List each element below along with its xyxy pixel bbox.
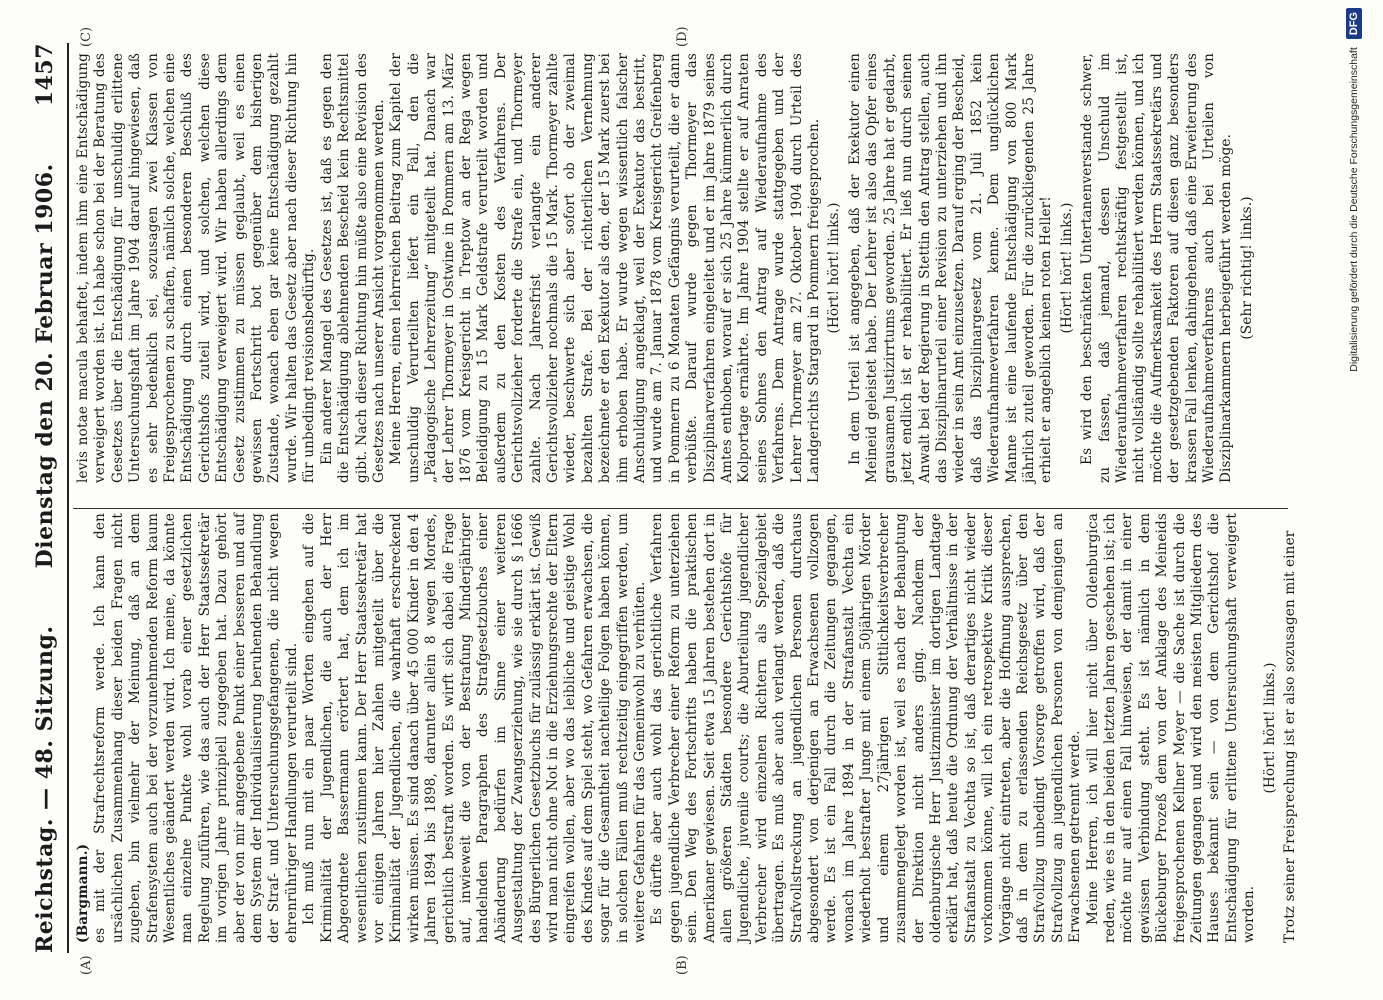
interjection: (Hört! hört! links.) — [1261, 662, 1278, 794]
header-session-title: Reichstag. — 48. Sitzung. — [32, 625, 58, 953]
digitization-credit — [1330, 8, 1378, 992]
paragraph: Es dürfte aber auch wohl das gerichtliche Verfahren gegen jugendliche Verbrecher einer Reform zu unterziehen sein. Den Weg des Fortschritts haben die praktischen Amerikaner gewiesen. Seit etwa 15 Jahren bestehen dort in allen größeren Städten besondere Gerichtshöfe für Jugendliche, juvenile courts; die Aburteilung jugendlicher Verbrecher wird einzelnen Richtern als Spezialgebiet übertragen. Es muß aber auch verlangt werden, daß die Strafvollstreckung an jugendlichen Personen durchaus abgesondert von derjenigen an Erwachsenen vollzogen werde. Es ist ein Fall durch die Zeitungen gegangen, wonach im Jahre 1894 in der Strafanstalt Vechta ein wiederholt bestrafter Junge mit einem 50jährigen Mörder und einem 27jährigen Sittlichkeitsverbrecher zusammengelegt worden ist, weil es nach der Behauptung der Direktion nicht anders ging. Nachdem der oldenburgische Herr Justizminister im dortigen Landtage erklärt hat, daß heute die Ordnung der Verhältnisse in der Strafanstalt zu Vechta so ist, daß derartiges nicht wieder vorkommen könne, will ich ein retrospektive Kritik dieser Vorgänge nicht eintreten, aber die Hoffnung aussprechen, daß in dem zu erlassenden Reichsgesetz über den Strafvollzug unbedingt Vorsorge getroffen wird, daß der Strafvollzug an jugendlichen Personen von demjenigen an Erwachsenen getrennt werde. — [649, 513, 1084, 943]
credit-text: Digitalisierung gefördert durch die Deutsche Forschungsgemeinschaft — [1348, 47, 1360, 372]
header-rule — [67, 43, 69, 953]
right-column — [75, 53, 1259, 483]
header-date: Dienstag den 20. Februar 1906. — [32, 163, 58, 569]
closing-line: Trotz seiner Freisprechung ist er also sozusagen mit einer — [1282, 530, 1299, 943]
paragraph: In dem Urteil ist angegeben, daß der Exekutor einen Meineid geleistet habe. Der Lehrer ist also das Opfer eines grausamen Justizirrtums geworden. 25 Jahre hat er gedarbt, jetzt endlich ist er rehabilitiert. Er ließ nun durch seinen Anwalt bei der Regierung in Stettin den Antrag stellen, auch das Disziplinarurteil einer Revision zu unterziehen und ihn wieder in sein Amt einzusetzen. Darauf erging der Bescheid, daß das Disziplinargesetz vom 21. Juli 1852 kein Wiederaufnahmeverfahren kenne. Dem unglücklichen Manne ist eine laufende Entschädigung von 800 Mark jährlich zuteil geworden. Für die zurückliegenden 25 Jahre erhielt er angeblich keinen roten Heller! — [846, 53, 1055, 483]
paragraph: Es wird den beschränkten Untertanenverstande schwer, zu fassen, daß jemand, dessen Unschuld im Wiederaufnahmeverfahren rechtskräftig festgestellt ist, nicht vollständig sollte rehabilitiert werden können, und ich möchte die Aufmerksamkeit des Herrn Staatssekretärs und der gesetzgebenden Faktoren auf diesen ganz besonders krassen Fall lenken, dahingehend, daß eine Erweiterung des Wiederaufnahmeverfahrens auch bei Urteilen von Disziplinarkammern herbeigeführt werden möge. — [1079, 53, 1235, 483]
speaker-label: (Bargmann.) — [75, 843, 91, 943]
left-column — [75, 513, 1299, 943]
paragraph: es mit der Strafrechtsreform werde. Ich kann den ursächlichen Zusammenhang dieser beiden Fragen nicht zugeben, bin vielmehr der Meinung, daß an dem Strafensystem auch bei der vorzunehmenden Reform kaum Wesentliches geändert werden wird. Ich meine, da könnte man einzelne Punkte wohl vorab einer gesetzlichen Regelung zuführen, wie das auch der Herr Staatssekretär im vorigen Jahre prinzipiell zugegeben hat. Dazu gehört aber der von mir angegebene Punkt einer besseren und auf dem System der Individualisierung beruhenden Behandlung der Straf- und Untersuchungsgefangenen, die nicht wegen ehrenrühriger Handlungen verurteilt sind. — [92, 513, 300, 943]
paragraph: Ich muß nun mit ein paar Worten eingehen auf die Kriminalität der Jugendlichen, die auch der Herr Abgeordnete Bassermann erörtert hat, dem ich im wesentlichen zustimmen kann. Der Herr Staatssekretär hat vor einigen Jahren hier Zahlen mitgeteilt über die Kriminalität der Jugendlichen, die wahrhaft erschreckend wirken müssen. Es sind danach über 45 000 Kinder in den 4 Jahren 1894 bis 1898, darunter allein 8 wegen Mordes, gerichtlich bestraft worden. Es wirft sich dabei die Frage auf, inwieweit die von der Bestrafung Minderjähriger handelnden Paragraphen des Strafgesetzbuches einer Abänderung bedürfen im Sinne einer weiteren Ausgestaltung der Zwangserziehung, wie sie durch § 1666 des Bürgerlichen Gesetzbuchs für zulässig erklärt ist. Gewiß wird man nicht ohne Not in die Erziehungsrechte der Eltern eingreifen wollen, aber wo das leibliche und geistige Wohl des Kindes auf dem Spiel steht, wo Gefahren erwachsen, die sogar für die Gesamtheit nachteilige Folgen haben können, in solchen Fällen muß rechtzeitig eingegriffen werden, um weitere Gefahren für das Gemeinwohl zu verhüten. — [301, 513, 648, 943]
interjection: (Hört! hört! links.) — [1058, 202, 1075, 334]
interjection: (Sehr richtig! links.) — [1238, 196, 1255, 340]
page-header — [25, 43, 65, 953]
margin-marker-b: (B) — [675, 955, 690, 975]
paragraph: Meine Herren, ich will hier nicht über Oldenburgica reden, wie es in den beiden letzten Jahren geschehen ist; ich möchte nur auf einen Fall hinweisen, der damit in einer gewissen Verbindung steht. Es ist nämlich in dem Bückeburger Prozeß dem von der Anklage des Meineids freigesprochenen Kellner Meyer — die Sache ist durch die Zeitungen gegangen und wird den meisten Mitgliedern des Hauses bekannt sein — von dem Gerichtshof die Entschädigung für erlittene Untersuchungshaft verweigert worden. — [1084, 513, 1258, 943]
paragraph: Ein anderer Mangel des Gesetzes ist, daß es gegen den die Entschädigung ablehnenden Bescheid kein Rechtsmittel gibt. Nach dieser Richtung hin müßte also eine Revision des Gesetzes nach unserer Ansicht vorgenommen werden. — [318, 53, 387, 483]
rotated-newspaper-sheet — [15, 23, 1315, 983]
paragraph: Meine Herren, einen lehrreichen Beitrag zum Kapitel der unschuldig Verurteilten liefert ein Fall, den die „Pädagogische Lehrerzeitung“ mitgeteilt hat. Danach war der Lehrer Thormeyer in Ostwine in Pommern am 13. März 1876 vom Kreisgericht in Treptow an der Rega wegen Beleidigung zu 15 Mark Geldstrafe verurteilt worden und außerdem zu den Kosten des Verfahrens. Der Gerichtsvollzieher forderte die Strafe ein, und Thormeyer zahlte. Nach Jahresfrist verlangte ein anderer Gerichtsvollzieher nochmals die 15 Mark. Thormeyer zahlte wieder, beschwerte sich aber sofort ob der zweimal bezahlten Strafe. Bei der richterlichen Vernehmung bezeichnete er den Exekutor als den, der 15 Mark zuerst bei ihm erhoben habe. Er wurde wegen wissentlich falscher Anschuldigung angeklagt, weil der Exekutor das bestritt, und wurde am 7. Januar 1878 vom Kreisgericht Greifenberg in Pommern zu 6 Monaten Gefängnis verurteilt, die er dann verbüßte. Darauf wurde gegen Thormeyer das Disziplinarverfahren eingeleitet und er im Jahre 1879 seines Amtes enthoben, worauf er sich 25 Jahre kümmerlich durch Kolportage ernährte. Im Jahre 1904 stellte er auf Anraten seines Sohnes den Antrag auf Wiederaufnahme des Verfahrens. Dem Antrage wurde stattgegeben und der Lehrer Thormeyer am 27. Oktober 1904 durch Urteil des Landgerichts Stargard in Pommern freigesprochen. — [388, 53, 823, 483]
margin-marker-c: (C) — [79, 26, 94, 47]
column-divider — [73, 508, 1288, 509]
page-number: 1457 — [32, 43, 58, 107]
dfg-logo: DFG — [1346, 8, 1362, 39]
margin-marker-a: (A) — [79, 955, 94, 975]
interjection: (Hört! hört! links.) — [826, 202, 843, 334]
paragraph: levis notae macula behaftet, indem ihm eine Entschädigung verweigert worden ist. Ich habe schon bei der Beratung des Gesetzes über die Entschädigung für unschuldig erlittene Untersuchungshaft im Jahre 1904 darauf hingewiesen, daß es sehr bedenklich sei, sozusagen zwei Klassen von Freigesprochenen zu schaffen, nämlich solche, welchen eine Entschädigung durch einen besonderen Beschluß des Gerichtshofs zuteil wird, und solchen, welchen diese Entschädigung verweigert wird. Wir haben allerdings dem Gesetz zustimmen zu müssen geglaubt, weil es einen gewissen Fortschritt bot gegenüber dem bisherigen Zustande, wonach eben gar keine Entschädigung gezahlt wurde. Wir halten das Gesetz aber nach dieser Richtung hin für unbedingt revisionsbedürftig. — [75, 53, 318, 483]
margin-marker-d: (D) — [675, 26, 690, 47]
